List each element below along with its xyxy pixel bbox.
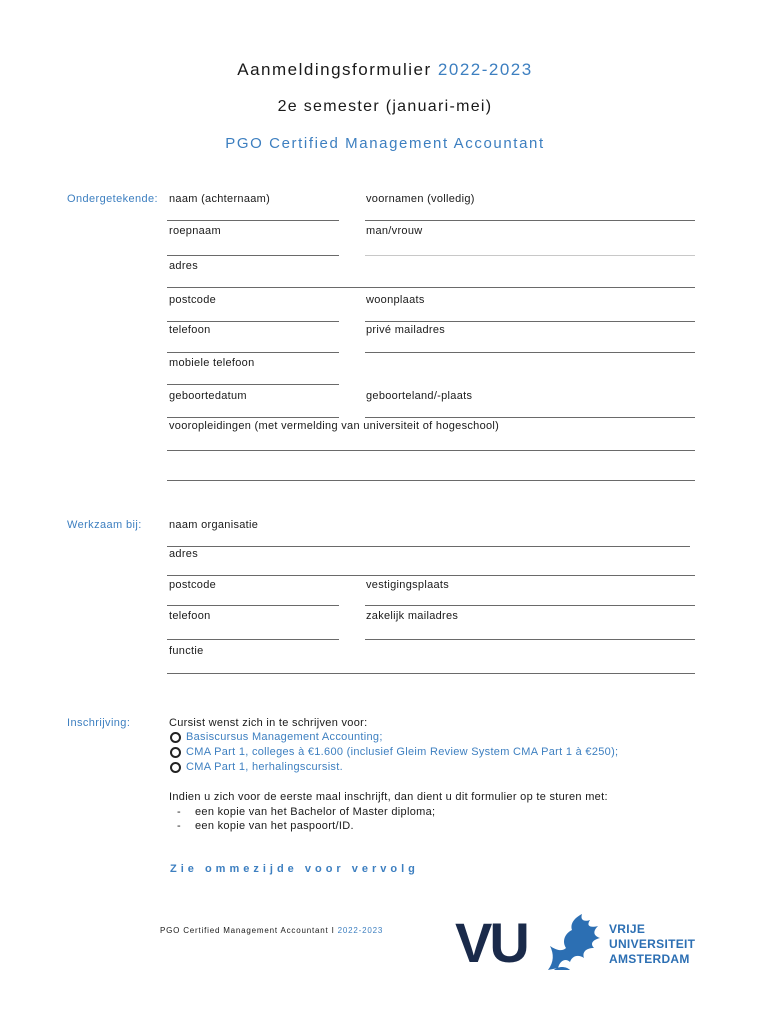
field-emp-city[interactable] (365, 605, 695, 606)
option-2-label: CMA Part 1, colleges à €1.600 (inclusief Gleim Review System CMA Part 1 à €250); (186, 746, 619, 758)
logo-letters: VU (455, 911, 527, 974)
radio-option-3[interactable] (170, 762, 181, 773)
label-city: woonplaats (366, 294, 425, 306)
logo-line-2: UNIVERSITEIT (609, 937, 696, 951)
footer-separator: I (331, 926, 335, 935)
page-title (0, 60, 770, 80)
label-phone: telefoon (169, 324, 211, 336)
label-function: functie (169, 645, 204, 657)
footer-program: PGO Certified Management Accountant (160, 926, 329, 935)
label-emp-postcode: postcode (169, 579, 217, 591)
footer-text (160, 926, 383, 935)
label-education: vooropleidingen (met vermelding van universiteit of hogeschool) (169, 420, 500, 432)
field-education-1[interactable] (167, 450, 695, 451)
bullet-marker-1: - (177, 806, 181, 818)
section-label-employer: Werkzaam bij: (67, 519, 142, 531)
radio-option-1[interactable] (170, 732, 181, 743)
field-address[interactable] (167, 287, 695, 288)
field-nickname[interactable] (167, 255, 339, 256)
field-email[interactable] (365, 352, 695, 353)
label-postcode: postcode (169, 294, 217, 306)
see-back-note: Zie ommezijde voor vervolg (170, 863, 419, 875)
label-address: adres (169, 260, 199, 272)
title-year: 2022-2023 (437, 60, 533, 79)
radio-option-2[interactable] (170, 747, 181, 758)
section-label-personal: Ondergetekende: (67, 193, 159, 205)
title-text: Aanmeldingsformulier (237, 60, 432, 79)
field-mobile[interactable] (167, 384, 339, 385)
label-mobile: mobiele telefoon (169, 357, 255, 369)
option-3-label: CMA Part 1, herhalingscursist. (186, 761, 343, 773)
label-birthplace: geboorteland/-plaats (366, 390, 473, 402)
field-postcode[interactable] (167, 321, 339, 322)
field-emp-email[interactable] (365, 639, 695, 640)
logo-line-3: AMSTERDAM (609, 952, 690, 966)
bullet-marker-2: - (177, 820, 181, 832)
field-gender[interactable] (365, 255, 695, 256)
enrollment-note: Indien u zich voor de eerste maal inschrijft, dan dient u dit formulier op te sturen met: (169, 791, 608, 803)
label-org: naam organisatie (169, 519, 259, 531)
logo-line-1: VRIJE (609, 922, 646, 936)
field-lastname[interactable] (167, 220, 339, 221)
label-emp-city: vestigingsplaats (366, 579, 450, 591)
field-org[interactable] (167, 546, 690, 547)
field-birthdate[interactable] (167, 417, 339, 418)
label-emp-address: adres (169, 548, 199, 560)
field-function[interactable] (167, 673, 695, 674)
field-emp-postcode[interactable] (167, 605, 339, 606)
field-city[interactable] (365, 321, 695, 322)
page-subtitle: 2e semester (januari-mei) (277, 98, 493, 115)
field-birthplace[interactable] (365, 417, 695, 418)
label-emp-phone: telefoon (169, 610, 211, 622)
vu-logo (455, 912, 705, 974)
field-emp-address[interactable] (167, 575, 695, 576)
label-email: privé mailadres (366, 324, 446, 336)
label-nickname: roepnaam (169, 225, 221, 237)
label-birthdate: geboortedatum (169, 390, 247, 402)
label-lastname: naam (achternaam) (169, 193, 271, 205)
program-name: PGO Certified Management Accountant (225, 135, 545, 152)
field-firstnames[interactable] (365, 220, 695, 221)
bullet-item-2: een kopie van het paspoort/ID. (195, 820, 354, 832)
field-phone[interactable] (167, 352, 339, 353)
footer-year: 2022-2023 (337, 926, 384, 935)
option-1-label: Basiscursus Management Accounting; (186, 731, 383, 743)
griffin-icon (540, 912, 602, 972)
bullet-item-1: een kopie van het Bachelor of Master diploma; (195, 806, 436, 818)
section-label-enrollment: Inschrijving: (67, 717, 131, 729)
label-gender: man/vrouw (366, 225, 423, 237)
enrollment-intro: Cursist wenst zich in te schrijven voor: (169, 717, 368, 729)
field-emp-phone[interactable] (167, 639, 339, 640)
label-emp-email: zakelijk mailadres (366, 610, 459, 622)
label-firstnames: voornamen (volledig) (366, 193, 475, 205)
field-education-2[interactable] (167, 480, 695, 481)
